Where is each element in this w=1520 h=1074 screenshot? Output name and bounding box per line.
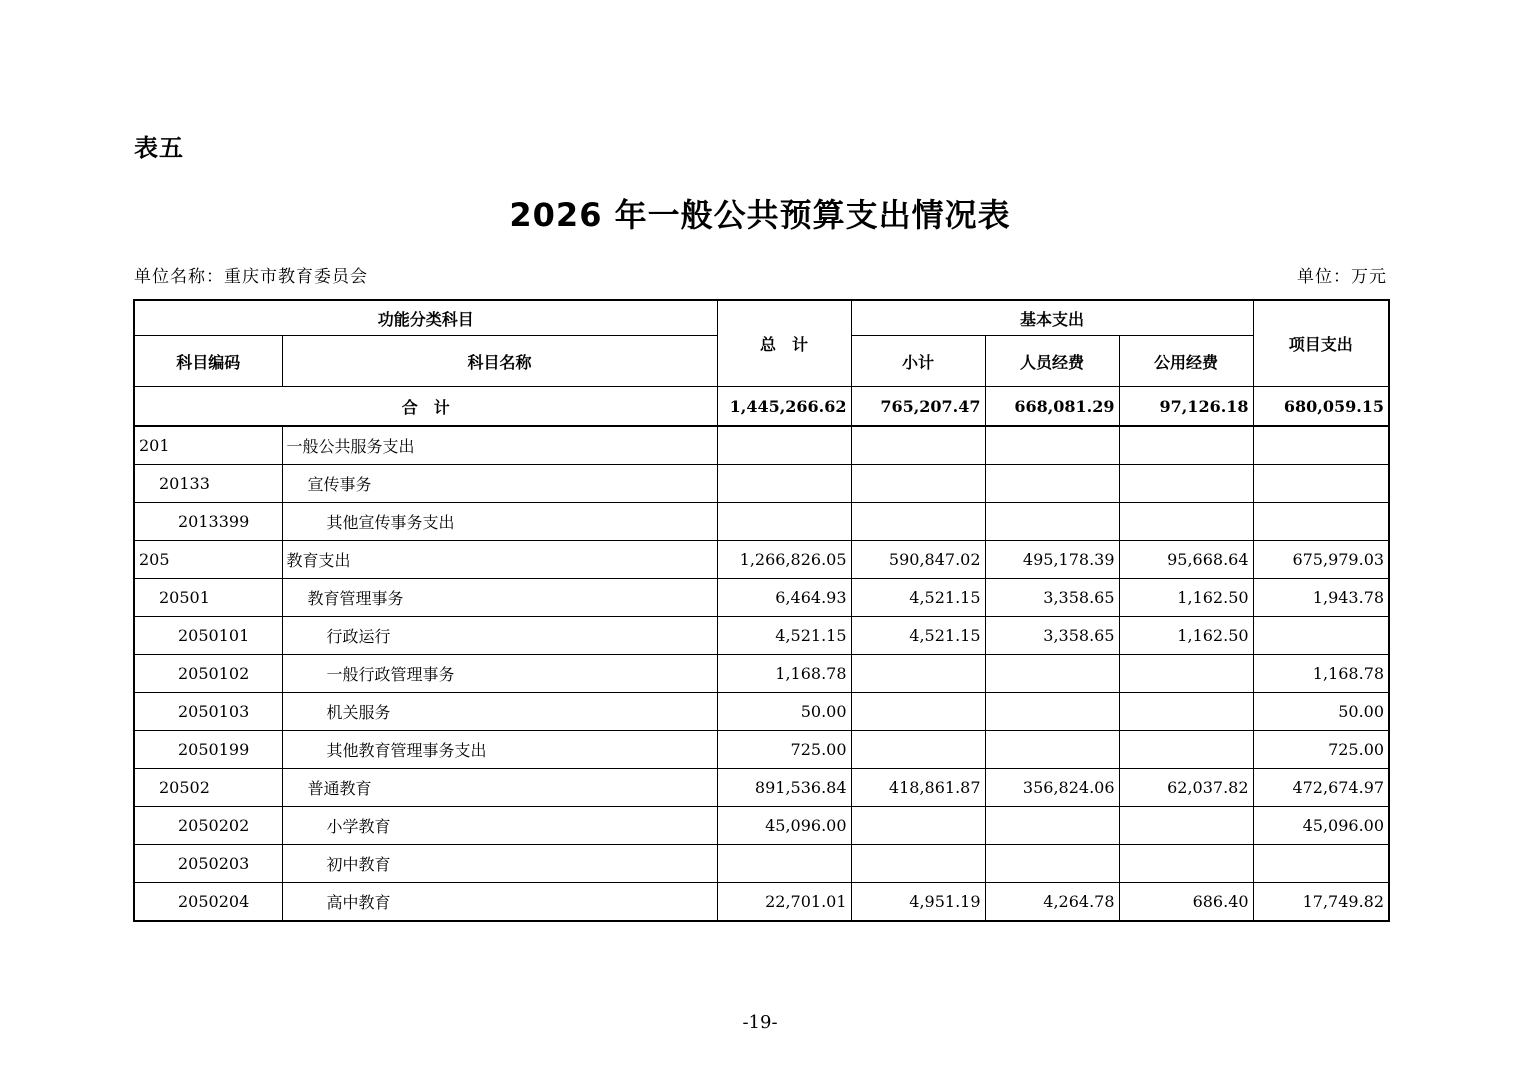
row-name: 行政运行 [282,617,717,655]
row-subtotal [851,503,985,541]
row-subtotal [851,807,985,845]
row-name: 一般公共服务支出 [282,426,717,465]
header-project: 项目支出 [1253,300,1389,387]
row-subtotal: 4,521.15 [851,617,985,655]
row-total: 1,266,826.05 [717,541,851,579]
table-row [134,541,1389,579]
row-project: 675,979.03 [1253,541,1389,579]
row-project: 45,096.00 [1253,807,1389,845]
unit-name: 单位名称：重庆市教育委员会 [134,267,368,287]
row-code: 2050103 [134,693,282,731]
table-row [134,807,1389,845]
row-project [1253,465,1389,503]
row-public [1119,731,1253,769]
row-subtotal: 590,847.02 [851,541,985,579]
row-personnel [985,503,1119,541]
row-public [1119,465,1253,503]
row-total: 22,701.01 [717,883,851,922]
row-total [717,503,851,541]
row-personnel [985,845,1119,883]
row-code: 2050204 [134,883,282,922]
total-public-cell: 97,126.18 [1119,387,1253,427]
table-row [134,426,1389,465]
row-total [717,426,851,465]
header-subtotal: 小计 [851,336,985,387]
row-code: 2013399 [134,503,282,541]
row-personnel [985,731,1119,769]
row-name: 小学教育 [282,807,717,845]
row-subtotal [851,655,985,693]
row-total [717,845,851,883]
budget-table [133,299,1390,922]
row-code: 2050202 [134,807,282,845]
row-name: 其他宣传事务支出 [282,503,717,541]
row-personnel: 4,264.78 [985,883,1119,922]
row-personnel: 3,358.65 [985,617,1119,655]
row-project [1253,426,1389,465]
row-code: 201 [134,426,282,465]
unit-label: 单位：万元 [1297,267,1387,287]
row-name: 高中教育 [282,883,717,922]
row-public [1119,503,1253,541]
row-name: 机关服务 [282,693,717,731]
row-code: 20501 [134,579,282,617]
row-total: 50.00 [717,693,851,731]
row-public [1119,807,1253,845]
row-total: 1,168.78 [717,655,851,693]
header-public: 公用经费 [1119,336,1253,387]
table-row [134,693,1389,731]
table-row [134,731,1389,769]
row-name: 教育支出 [282,541,717,579]
row-public [1119,426,1253,465]
row-personnel [985,693,1119,731]
header-personnel: 人员经费 [985,336,1119,387]
header-name: 科目名称 [282,336,717,387]
row-project [1253,845,1389,883]
row-project: 725.00 [1253,731,1389,769]
row-personnel [985,426,1119,465]
table-label: 表五 [134,134,184,162]
row-code: 20502 [134,769,282,807]
row-name: 一般行政管理事务 [282,655,717,693]
row-public: 95,668.64 [1119,541,1253,579]
table-row [134,883,1389,922]
total-row [134,387,1389,427]
row-code: 205 [134,541,282,579]
row-project: 50.00 [1253,693,1389,731]
page-title: 2026 年一般公共预算支出情况表 [509,196,1011,234]
row-subtotal [851,845,985,883]
total-cell: 1,445,266.62 [717,387,851,427]
row-subtotal [851,731,985,769]
row-code: 2050102 [134,655,282,693]
row-public [1119,845,1253,883]
row-personnel: 3,358.65 [985,579,1119,617]
row-subtotal: 4,951.19 [851,883,985,922]
row-personnel [985,655,1119,693]
row-project: 17,749.82 [1253,883,1389,922]
row-subtotal [851,693,985,731]
row-name: 教育管理事务 [282,579,717,617]
row-project [1253,617,1389,655]
total-personnel-cell: 668,081.29 [985,387,1119,427]
row-project: 472,674.97 [1253,769,1389,807]
row-project: 1,168.78 [1253,655,1389,693]
row-code: 20133 [134,465,282,503]
row-name: 初中教育 [282,845,717,883]
row-subtotal: 418,861.87 [851,769,985,807]
row-public: 686.40 [1119,883,1253,922]
total-label: 合 计 [134,387,717,427]
row-code: 2050101 [134,617,282,655]
row-personnel [985,465,1119,503]
row-public: 62,037.82 [1119,769,1253,807]
row-subtotal [851,465,985,503]
row-total: 6,464.93 [717,579,851,617]
row-code: 2050203 [134,845,282,883]
row-public: 1,162.50 [1119,579,1253,617]
row-code: 2050199 [134,731,282,769]
total-project-cell: 680,059.15 [1253,387,1389,427]
row-name: 普通教育 [282,769,717,807]
row-total: 891,536.84 [717,769,851,807]
page-number: -19- [742,1012,778,1033]
table-row [134,579,1389,617]
table-row [134,845,1389,883]
table-row [134,503,1389,541]
row-personnel [985,807,1119,845]
table-row [134,617,1389,655]
row-subtotal [851,426,985,465]
header-function-group: 功能分类科目 [134,300,717,336]
row-project: 1,943.78 [1253,579,1389,617]
row-total [717,465,851,503]
row-total: 45,096.00 [717,807,851,845]
row-personnel: 495,178.39 [985,541,1119,579]
header-total: 总 计 [717,300,851,387]
row-public [1119,693,1253,731]
total-subtotal-cell: 765,207.47 [851,387,985,427]
row-name: 宣传事务 [282,465,717,503]
table-row [134,465,1389,503]
row-personnel: 356,824.06 [985,769,1119,807]
row-project [1253,503,1389,541]
row-name: 其他教育管理事务支出 [282,731,717,769]
row-public [1119,655,1253,693]
table-row [134,769,1389,807]
row-public: 1,162.50 [1119,617,1253,655]
row-subtotal: 4,521.15 [851,579,985,617]
table-row [134,655,1389,693]
row-total: 4,521.15 [717,617,851,655]
row-total: 725.00 [717,731,851,769]
header-code: 科目编码 [134,336,282,387]
header-basic-group: 基本支出 [851,300,1253,336]
